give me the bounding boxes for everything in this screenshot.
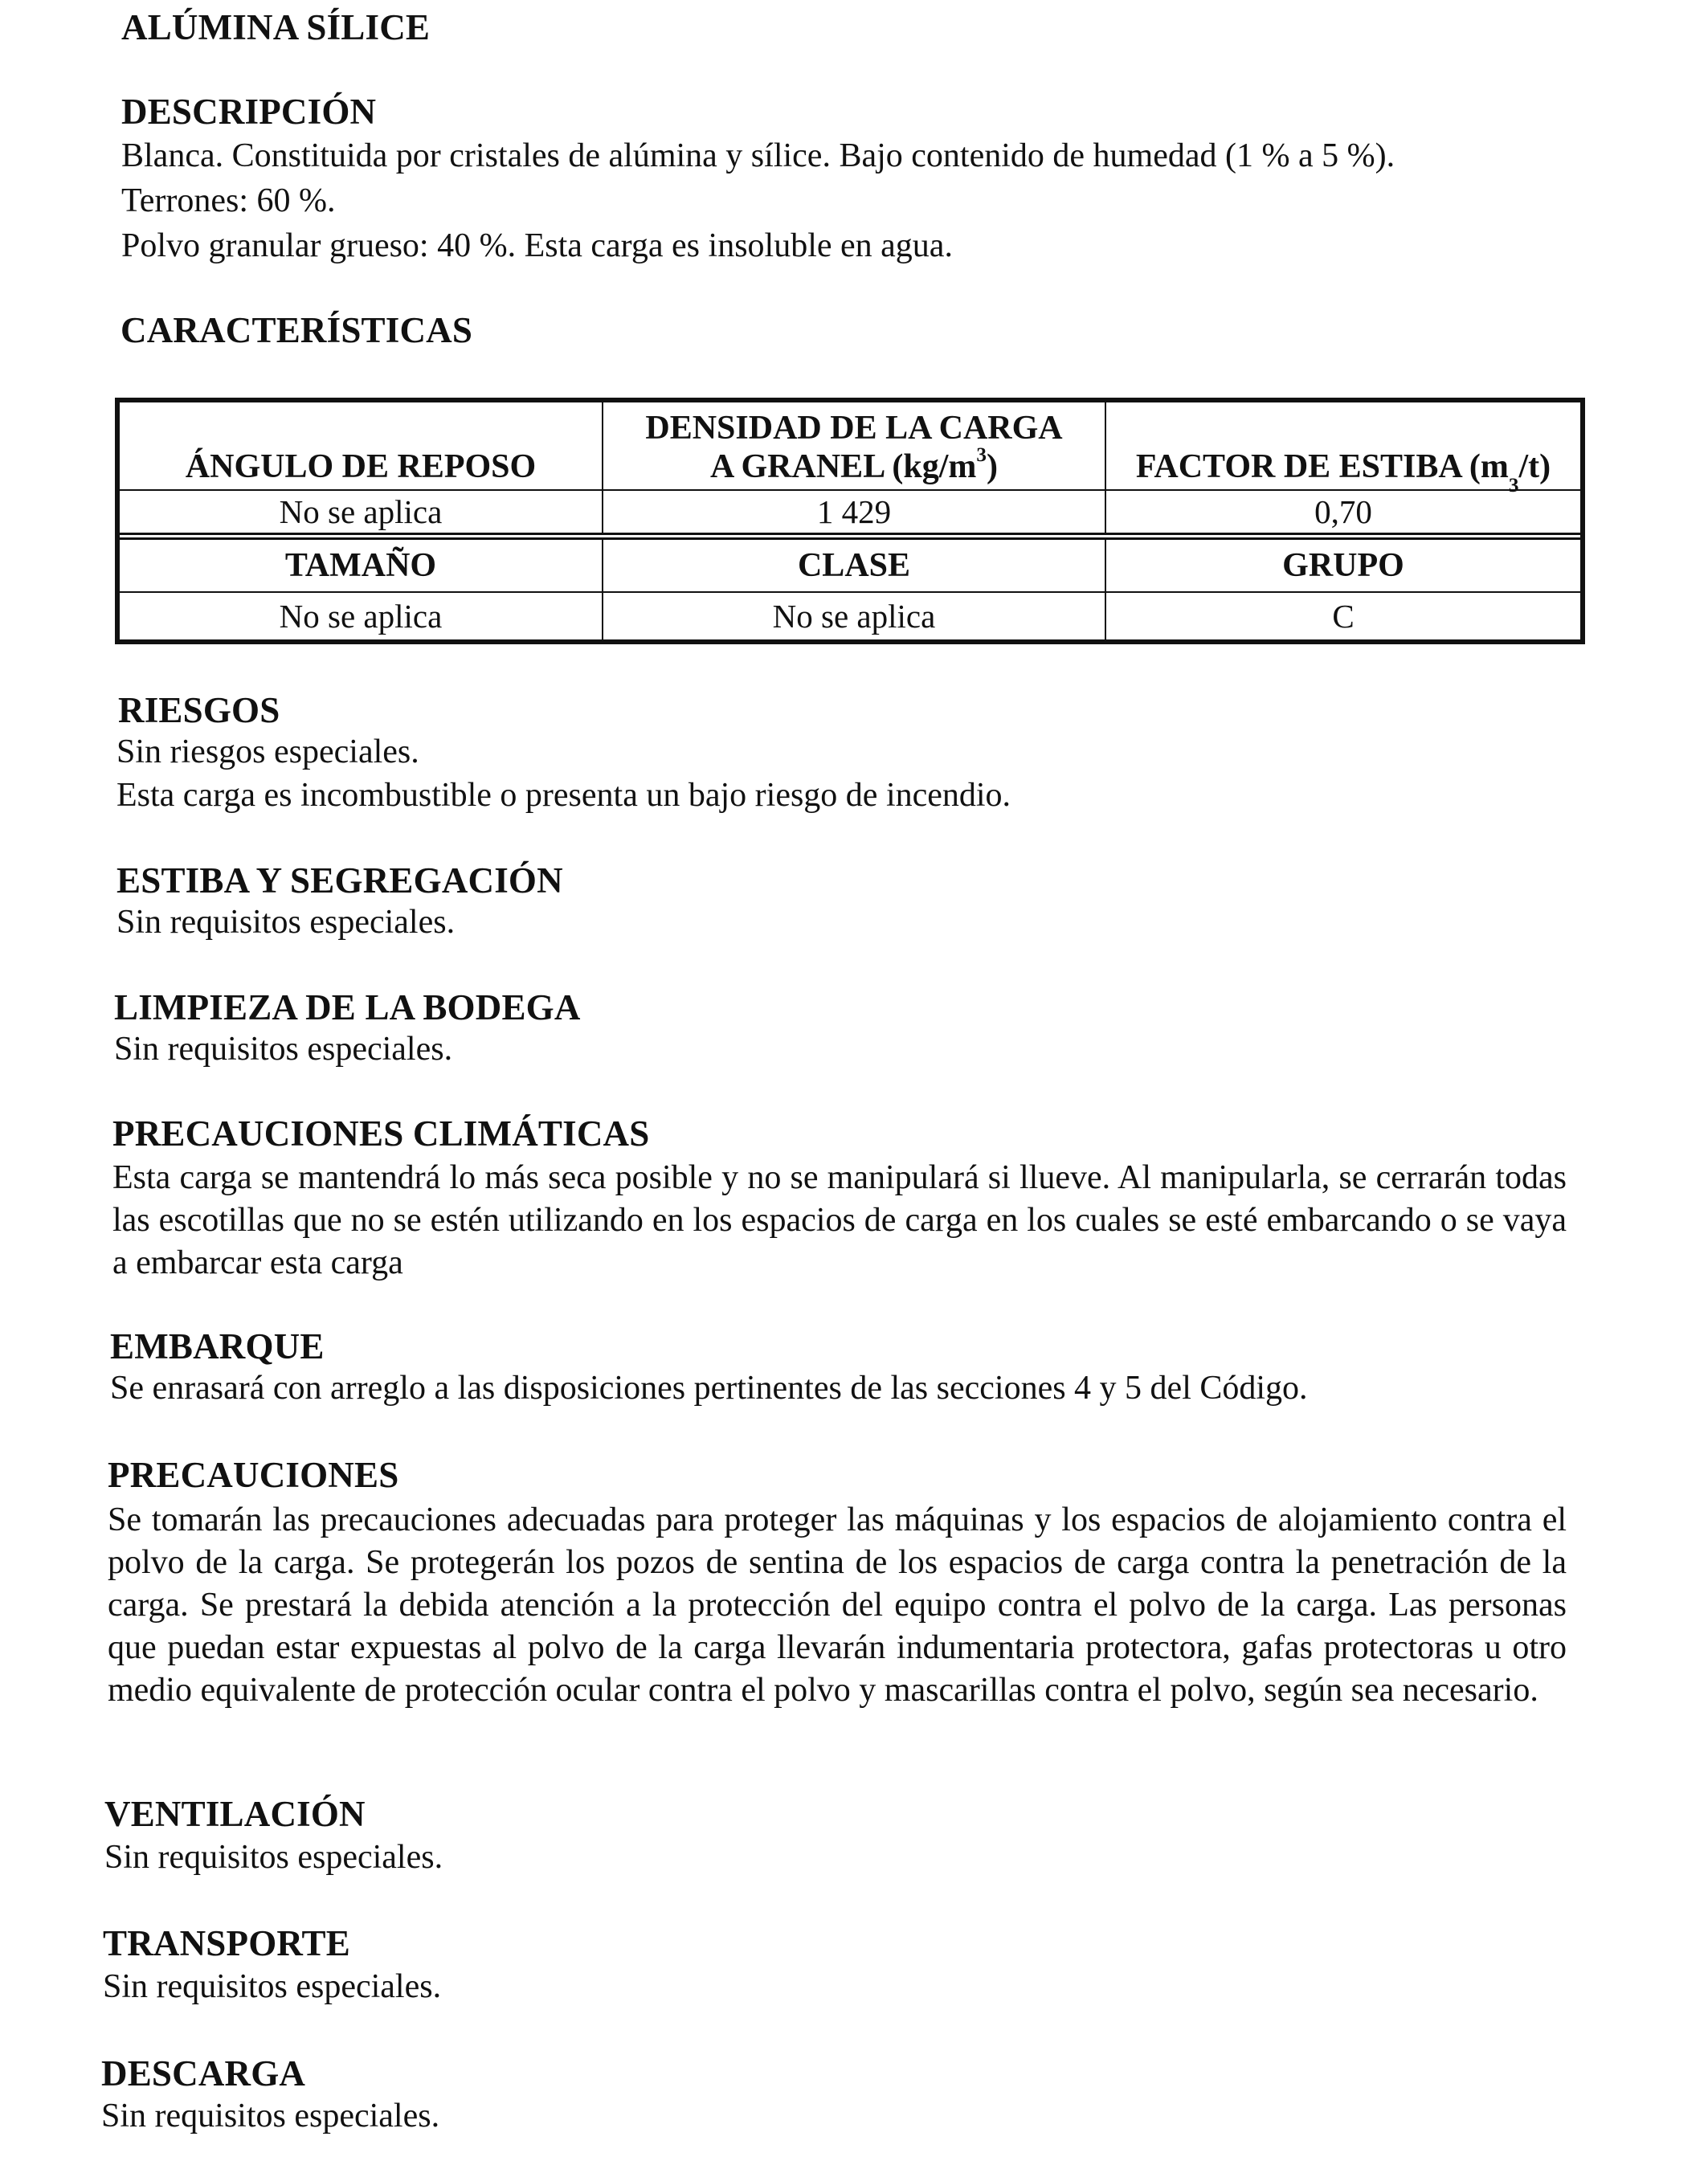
riesgos-line: Sin riesgos especiales. [116, 733, 419, 770]
value-angulo-de-reposo: No se aplica [120, 491, 603, 533]
section-heading-transporte: TRANSPORTE [103, 1923, 350, 1963]
header-densidad-text: A GRANEL (kg/m [710, 448, 977, 485]
table-row [120, 491, 1580, 540]
section-heading-descarga: DESCARGA [101, 2053, 306, 2094]
table-row [120, 593, 1580, 639]
header-densidad-suffix: ) [986, 448, 998, 485]
descripcion-line: Blanca. Constituida por cristales de alúmina y sílice. Bajo contenido de humedad (1 % a 5 %). [121, 137, 1395, 174]
section-heading-caracteristicas: CARACTERÍSTICAS [121, 310, 473, 350]
characteristics-table [115, 398, 1585, 644]
section-heading-descripcion: DESCRIPCIÓN [121, 92, 377, 132]
descripcion-line: Terrones: 60 %. [121, 182, 336, 219]
header-factor-de-estiba: FACTOR DE ESTIBA (m 3 /t) [1135, 448, 1551, 496]
section-heading-precauciones: PRECAUCIONES [108, 1455, 399, 1495]
transporte-text: Sin requisitos especiales. [103, 1968, 442, 2005]
section-heading-riesgos: RIESGOS [118, 690, 280, 730]
descripcion-line: Polvo granular grueso: 40 %. Esta carga es insoluble en agua. [121, 227, 953, 264]
value-clase: No se aplica [603, 593, 1106, 639]
section-heading-estiba: ESTIBA Y SEGREGACIÓN [116, 860, 563, 901]
embarque-text: Se enrasará con arreglo a las disposiciones pertinentes de las secciones 4 y 5 del Código. [110, 1370, 1308, 1407]
value-grupo: C [1332, 598, 1355, 635]
value-factor-de-estiba: 0,70 [1314, 493, 1372, 530]
header-clase: CLASE [603, 540, 1106, 591]
header-densidad-line1: DENSIDAD DE LA CARGA [645, 410, 1063, 447]
header-densidad [603, 402, 1106, 489]
header-tamano: TAMAÑO [120, 540, 603, 591]
header-densidad-sup: 3 [976, 443, 987, 466]
ventilacion-text: Sin requisitos especiales. [104, 1839, 443, 1876]
section-heading-ventilacion: VENTILACIÓN [104, 1794, 366, 1834]
header-angulo-de-reposo: ÁNGULO DE REPOSO [120, 402, 603, 489]
header-grupo: GRUPO [1282, 547, 1404, 584]
document-title: ALÚMINA SÍLICE [121, 7, 431, 47]
value-tamano: No se aplica [120, 593, 603, 639]
header-factor-suffix: /t) [1518, 448, 1551, 485]
table-header-row [120, 402, 1580, 496]
precauciones-text: Se tomarán las precauciones adecuadas para proteger las máquinas y los espacios de alojamiento contra el polvo de la carga. Se protegerán los pozos de sentina de los espacios de carga contra la penetración de la carga. Se prestará la debida atención a la protección del equipo contra el polvo de la carga. Las personas que puedan estar expuestas al polvo de la carga llevarán indumentaria protectora, gafas protectoras u otro medio equivalente de protección ocular contra el polvo y mascarillas contra el polvo, según sea necesario. [108, 1501, 1567, 1709]
header-factor-text: FACTOR DE ESTIBA (m [1135, 448, 1509, 485]
climaticas-text: Esta carga se mantendrá lo más seca posible y no se manipulará si llueve. Al manipularla, se cerrarán todas las escotillas que no se estén utilizando en los espacios de carga en los cuales se esté embarcando o se vaya a embarcar esta carga [112, 1159, 1567, 1281]
riesgos-line: Esta carga es incombustible o presenta un bajo riesgo de incendio. [116, 777, 1011, 814]
section-heading-limpieza: LIMPIEZA DE LA BODEGA [114, 987, 581, 1027]
section-heading-climaticas: PRECAUCIONES CLIMÁTICAS [112, 1113, 650, 1154]
descarga-text: Sin requisitos especiales. [101, 2098, 440, 2134]
table-header-row [120, 540, 1580, 593]
value-densidad: 1 429 [603, 491, 1106, 533]
estiba-text: Sin requisitos especiales. [116, 904, 456, 941]
header-densidad-line2 [645, 443, 1062, 486]
limpieza-text: Sin requisitos especiales. [114, 1031, 453, 1068]
section-heading-embarque: EMBARQUE [110, 1326, 325, 1366]
